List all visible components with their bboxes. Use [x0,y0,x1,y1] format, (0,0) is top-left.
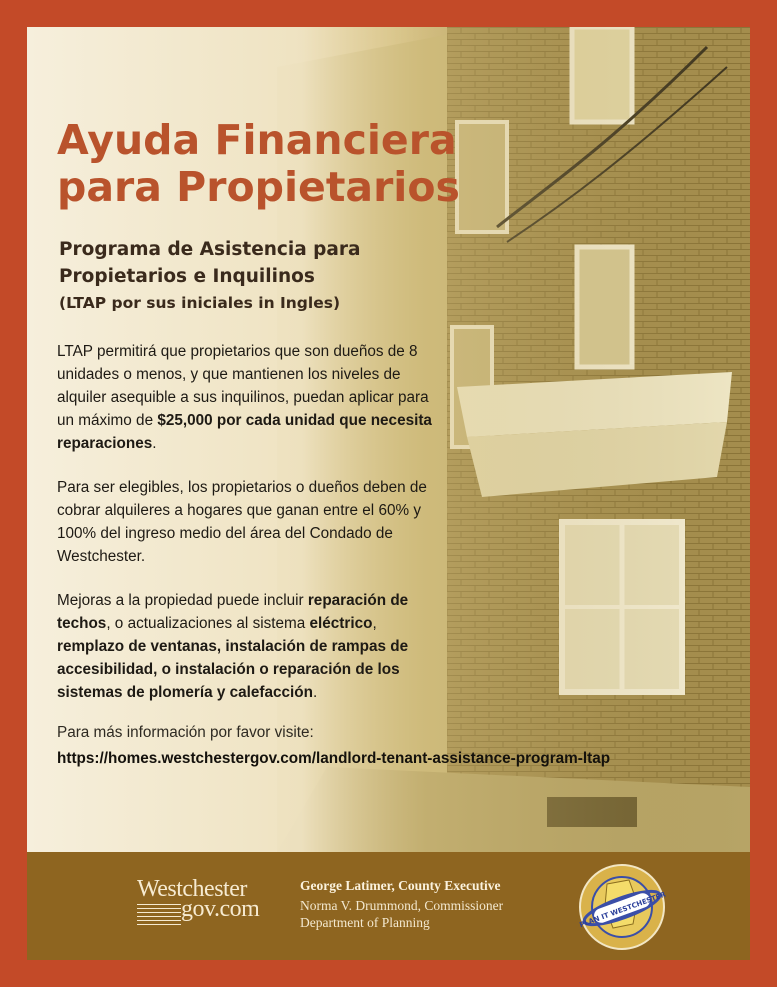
footer-bar [27,852,750,960]
p3-c: , o actualizaciones al sistema [106,615,310,632]
p3-b2: eléctrico [309,615,373,632]
p3-a: Mejoras a la propiedad puede incluir [57,592,308,609]
logo-lines-icon [137,904,181,926]
p1-end: . [152,435,157,452]
paragraph-improvements [57,589,437,704]
p1-text: LTAP permitirá que propietarios que son dueños de 8 unidades o menos, y que mantienen los niveles de alquiler asequible a sus inquilinos, puedan aplicar para un máximo de [57,343,429,429]
department: Department of Planning [300,915,430,930]
county-executive: George Latimer, County Executive [300,878,501,893]
westchestergov-logo[interactable] [137,876,287,932]
program-acronym-note: (LTAP por sus iniciales in Ingles) [59,294,341,312]
p1-bold: $25,000 por cada unidad que necesita reparaciones [57,412,432,452]
poster-border-bottom [0,960,777,987]
program-subtitle: Programa de Asistencia para Propietarios e Inquilinos [59,239,361,287]
paragraph-eligibility-amount [57,340,437,455]
p3-d: , [372,615,377,632]
info-link[interactable]: https://homes.westchestergov.com/landlord-tenant-assistance-program-ltap [57,750,611,767]
logo-text-bottom: gov.com [181,896,260,922]
p3-b3: remplazo de ventanas, instalación de rampas de accesibilidad, o instalación o reparación de los sistemas de plomería y calefacción [57,638,409,701]
plan-it-westchester-seal-icon [577,862,667,952]
info-label: Para más información por favor visite: [57,724,314,741]
title-line-2: para Propietarios [57,163,460,211]
svg-text:PLAN IT WESTCHESTER: PLAN IT WESTCHESTER [578,890,667,930]
p3-b1: reparación de techos [57,592,409,632]
commissioner: Norma V. Drummond, Commissioner [300,898,504,913]
logo-text-top: Westchester [137,876,247,902]
title-line-1: Ayuda Financiera [57,116,457,164]
p3-e: . [312,684,318,701]
main-title [57,117,577,211]
paragraph-income-requirement: Para ser elegibles, los propietarios o dueños deben de cobrar alquileres a hogares que ganan entre el 60% y 100% del ingreso medio del área del Condado de Westchester. [57,479,427,565]
poster-panel [27,27,750,852]
